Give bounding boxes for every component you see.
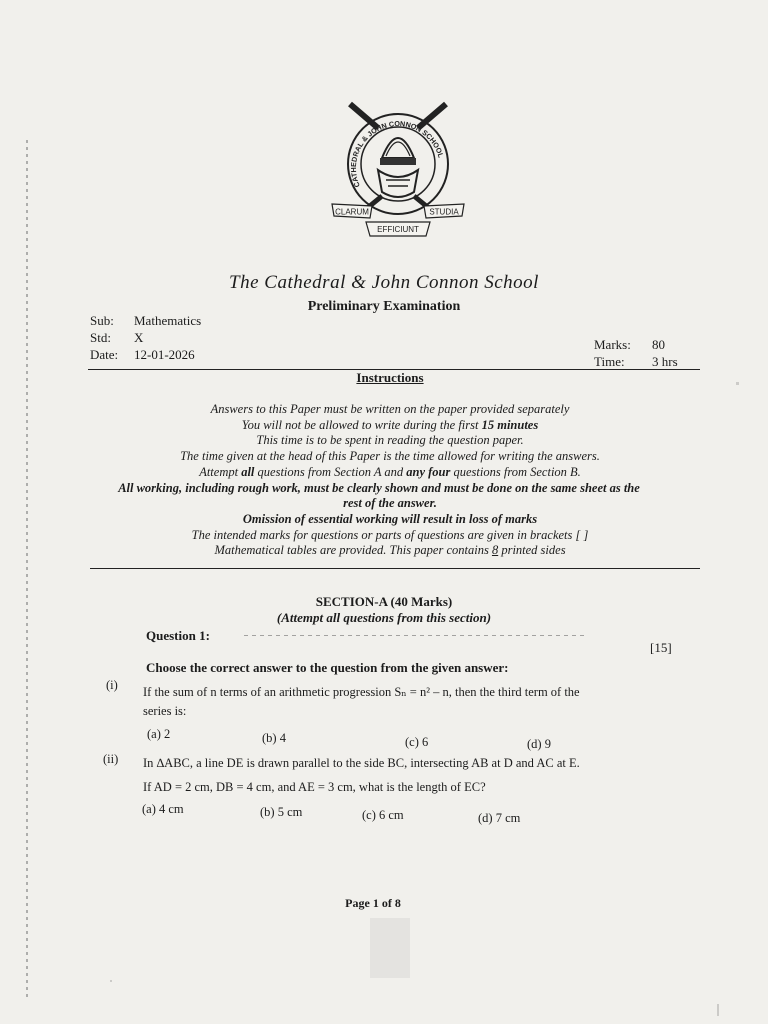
time-row [594,354,678,370]
instruction-text: Section B. [530,464,581,479]
instruction-line: This time is to be spent in reading the question paper. [256,433,524,448]
instructions-divider [90,568,700,569]
option-d: (d) 7 cm [478,811,521,825]
instruction-line: rest of the answer. [343,496,437,511]
instruction-text: Mathematical tables are provided. This paper contains [214,543,492,558]
option-b: (b) 4 [262,731,286,745]
instruction-text: and [381,464,407,479]
instructions-heading: Instructions [356,370,424,385]
instruction-text: You will not be allowed to write during the first [241,417,482,432]
instruction-emphasis: 8 [491,543,499,558]
subquestion-text: series is: [143,704,187,718]
subject-value: Mathematics [134,313,202,328]
question-marks: [15] [650,640,672,655]
instruction-line: Answers to this Paper must be written on the paper provided separately [210,402,570,416]
subquestion-text: In ∆ABC, a line DE is drawn parallel to the side BC, intersecting AB at D and AC at E. [143,756,580,770]
scan-smudge [370,918,410,978]
marks-value: 80 [652,337,665,352]
instruction-line: The time given at the head of this Paper is the time allowed for writing the answers. [180,449,600,464]
scan-speck [110,980,112,982]
question-instruction: Choose the correct answer to the question from the given answer: [146,660,509,675]
std-row [90,330,143,346]
section-subtitle: (Attempt all questions from this section) [276,610,492,625]
option-d: (d) 9 [527,737,551,751]
option-c: (c) 6 cm [362,808,404,822]
subquestion-text: If AD = 2 cm, DB = 4 cm, and AE = 3 cm, what is the length of EC? [143,780,486,794]
time-value: 3 hrs [652,354,678,369]
instructions-block [80,402,700,559]
binding-edge [26,140,28,1000]
date-value: 12-01-2026 [134,347,195,362]
question-dash-line [244,635,584,636]
instruction-emphasis: all [241,464,255,479]
option-c: (c) 6 [405,735,429,749]
instruction-line [80,543,700,559]
subject-row [90,313,201,329]
option-b: (b) 5 cm [260,805,303,819]
marks-row [594,337,665,353]
instruction-line [80,465,700,481]
scan-speck [717,1004,719,1016]
instruction-line: Omission of essential working will result in loss of marks [242,511,538,526]
subquestion-text: If the sum of n terms of an arithmetic progression Sₙ = n² – n, then the third term of the [143,685,580,699]
page-footer: Page 1 of 8 [345,896,401,910]
crest-ring-text: CATHEDRAL & JOHN CONNON SCHOOL [348,119,446,189]
motto-left: CLARUM [335,207,369,217]
instruction-text: Section A [334,464,382,479]
instruction-text: questions from [254,464,335,479]
instruction-line: The intended marks for questions or parts of questions are given in brackets [ ] [191,527,589,542]
question-title: Question 1: [146,628,210,643]
subquestion-number: (ii) [103,752,119,766]
scan-speck [736,382,739,385]
motto-right: STUDIA [429,207,459,217]
instruction-emphasis: any four [406,464,451,479]
exam-title: Preliminary Examination [307,299,461,314]
motto-bottom: EFFICIUNT [377,225,419,234]
instruction-text: questions from [450,464,531,479]
subject-label: Sub: [90,313,114,328]
school-crest [330,96,466,246]
instruction-line [80,418,700,434]
date-row [90,347,195,363]
instruction-emphasis: 15 minutes [481,417,539,432]
time-label: Time: [594,354,625,369]
section-title: SECTION-A (40 Marks) [315,594,453,609]
school-name: The Cathedral & John Connon School [229,272,539,293]
std-label: Std: [90,330,111,345]
instruction-text: printed sides [498,543,566,558]
date-label: Date: [90,347,119,362]
instruction-text: Attempt [199,464,242,479]
option-a: (a) 4 cm [142,802,184,816]
marks-label: Marks: [594,337,631,352]
std-value: X [134,330,144,345]
option-a: (a) 2 [147,727,171,741]
subquestion-number: (i) [106,678,118,692]
instruction-line: All working, including rough work, must be clearly shown and must be done on the same sheet as the [118,480,640,495]
